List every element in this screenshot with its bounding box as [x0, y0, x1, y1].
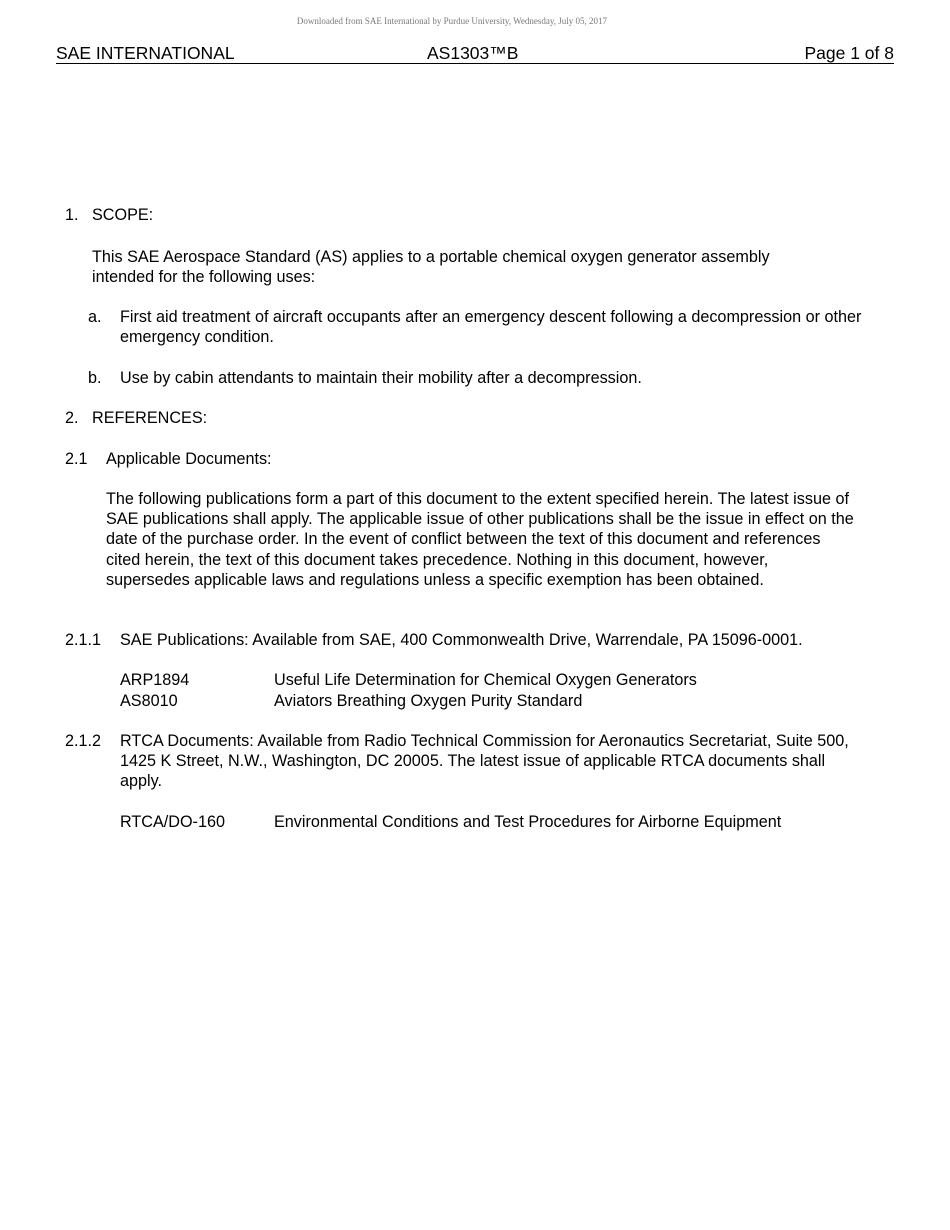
section-title: REFERENCES:: [92, 409, 208, 427]
paragraph-text: The following publications form a part of this document to the extent specified herein. The latest issue of SAE publications shall apply. The applicable issue of other publications shall be the issue in effect on the date of the purchase order. In the event of conflict between the text of this document and references cited herein, the text of this document takes precedence. Nothing in this document, however, supersedes applicable laws and regulations unless a specific exemption has been obtained.: [106, 490, 854, 589]
download-watermark: Downloaded from SAE International by Purdue University, Wednesday, July 05, 2017: [296, 16, 608, 26]
header-document-number: AS1303™B: [427, 43, 519, 63]
header-organization: SAE INTERNATIONAL: [56, 43, 235, 63]
reference-title: Aviators Breathing Oxygen Purity Standard: [274, 692, 583, 710]
subsection-number: 2.1: [65, 450, 88, 468]
section-number: 2.: [65, 409, 79, 427]
reference-code: AS8010: [120, 692, 178, 710]
subsection-number: 2.1.2: [65, 732, 102, 750]
paragraph-text: This SAE Aerospace Standard (AS) applies to a portable chemical oxygen generator assembly intended for the following uses:: [92, 248, 770, 287]
section-title: SCOPE:: [92, 206, 154, 224]
header-page-number: Page 1 of 8: [804, 43, 894, 63]
list-marker: a.: [88, 308, 102, 326]
reference-code: RTCA/DO-160: [120, 813, 225, 831]
list-item-text: First aid treatment of aircraft occupants after an emergency descent following a decompression or other emergency condition.: [120, 308, 862, 347]
list-item-text: Use by cabin attendants to maintain their mobility after a decompression.: [120, 369, 642, 387]
page-header: [56, 44, 894, 64]
paragraph-text: RTCA Documents: Available from Radio Technical Commission for Aeronautics Secretariat, Suite 500, 1425 K Street, N.W., Washington, DC 20005. The latest issue of applicable RTCA documents shall apply.: [120, 732, 849, 791]
subsection-title: Applicable Documents:: [106, 450, 272, 468]
reference-code: ARP1894: [120, 671, 190, 689]
list-marker: b.: [88, 369, 102, 387]
reference-title: Useful Life Determination for Chemical Oxygen Generators: [274, 671, 697, 689]
section-number: 1.: [65, 206, 79, 224]
subsection-number: 2.1.1: [65, 631, 102, 649]
paragraph-text: SAE Publications: Available from SAE, 400 Commonwealth Drive, Warrendale, PA 15096-0001.: [120, 631, 803, 649]
reference-title: Environmental Conditions and Test Procedures for Airborne Equipment: [274, 813, 782, 831]
